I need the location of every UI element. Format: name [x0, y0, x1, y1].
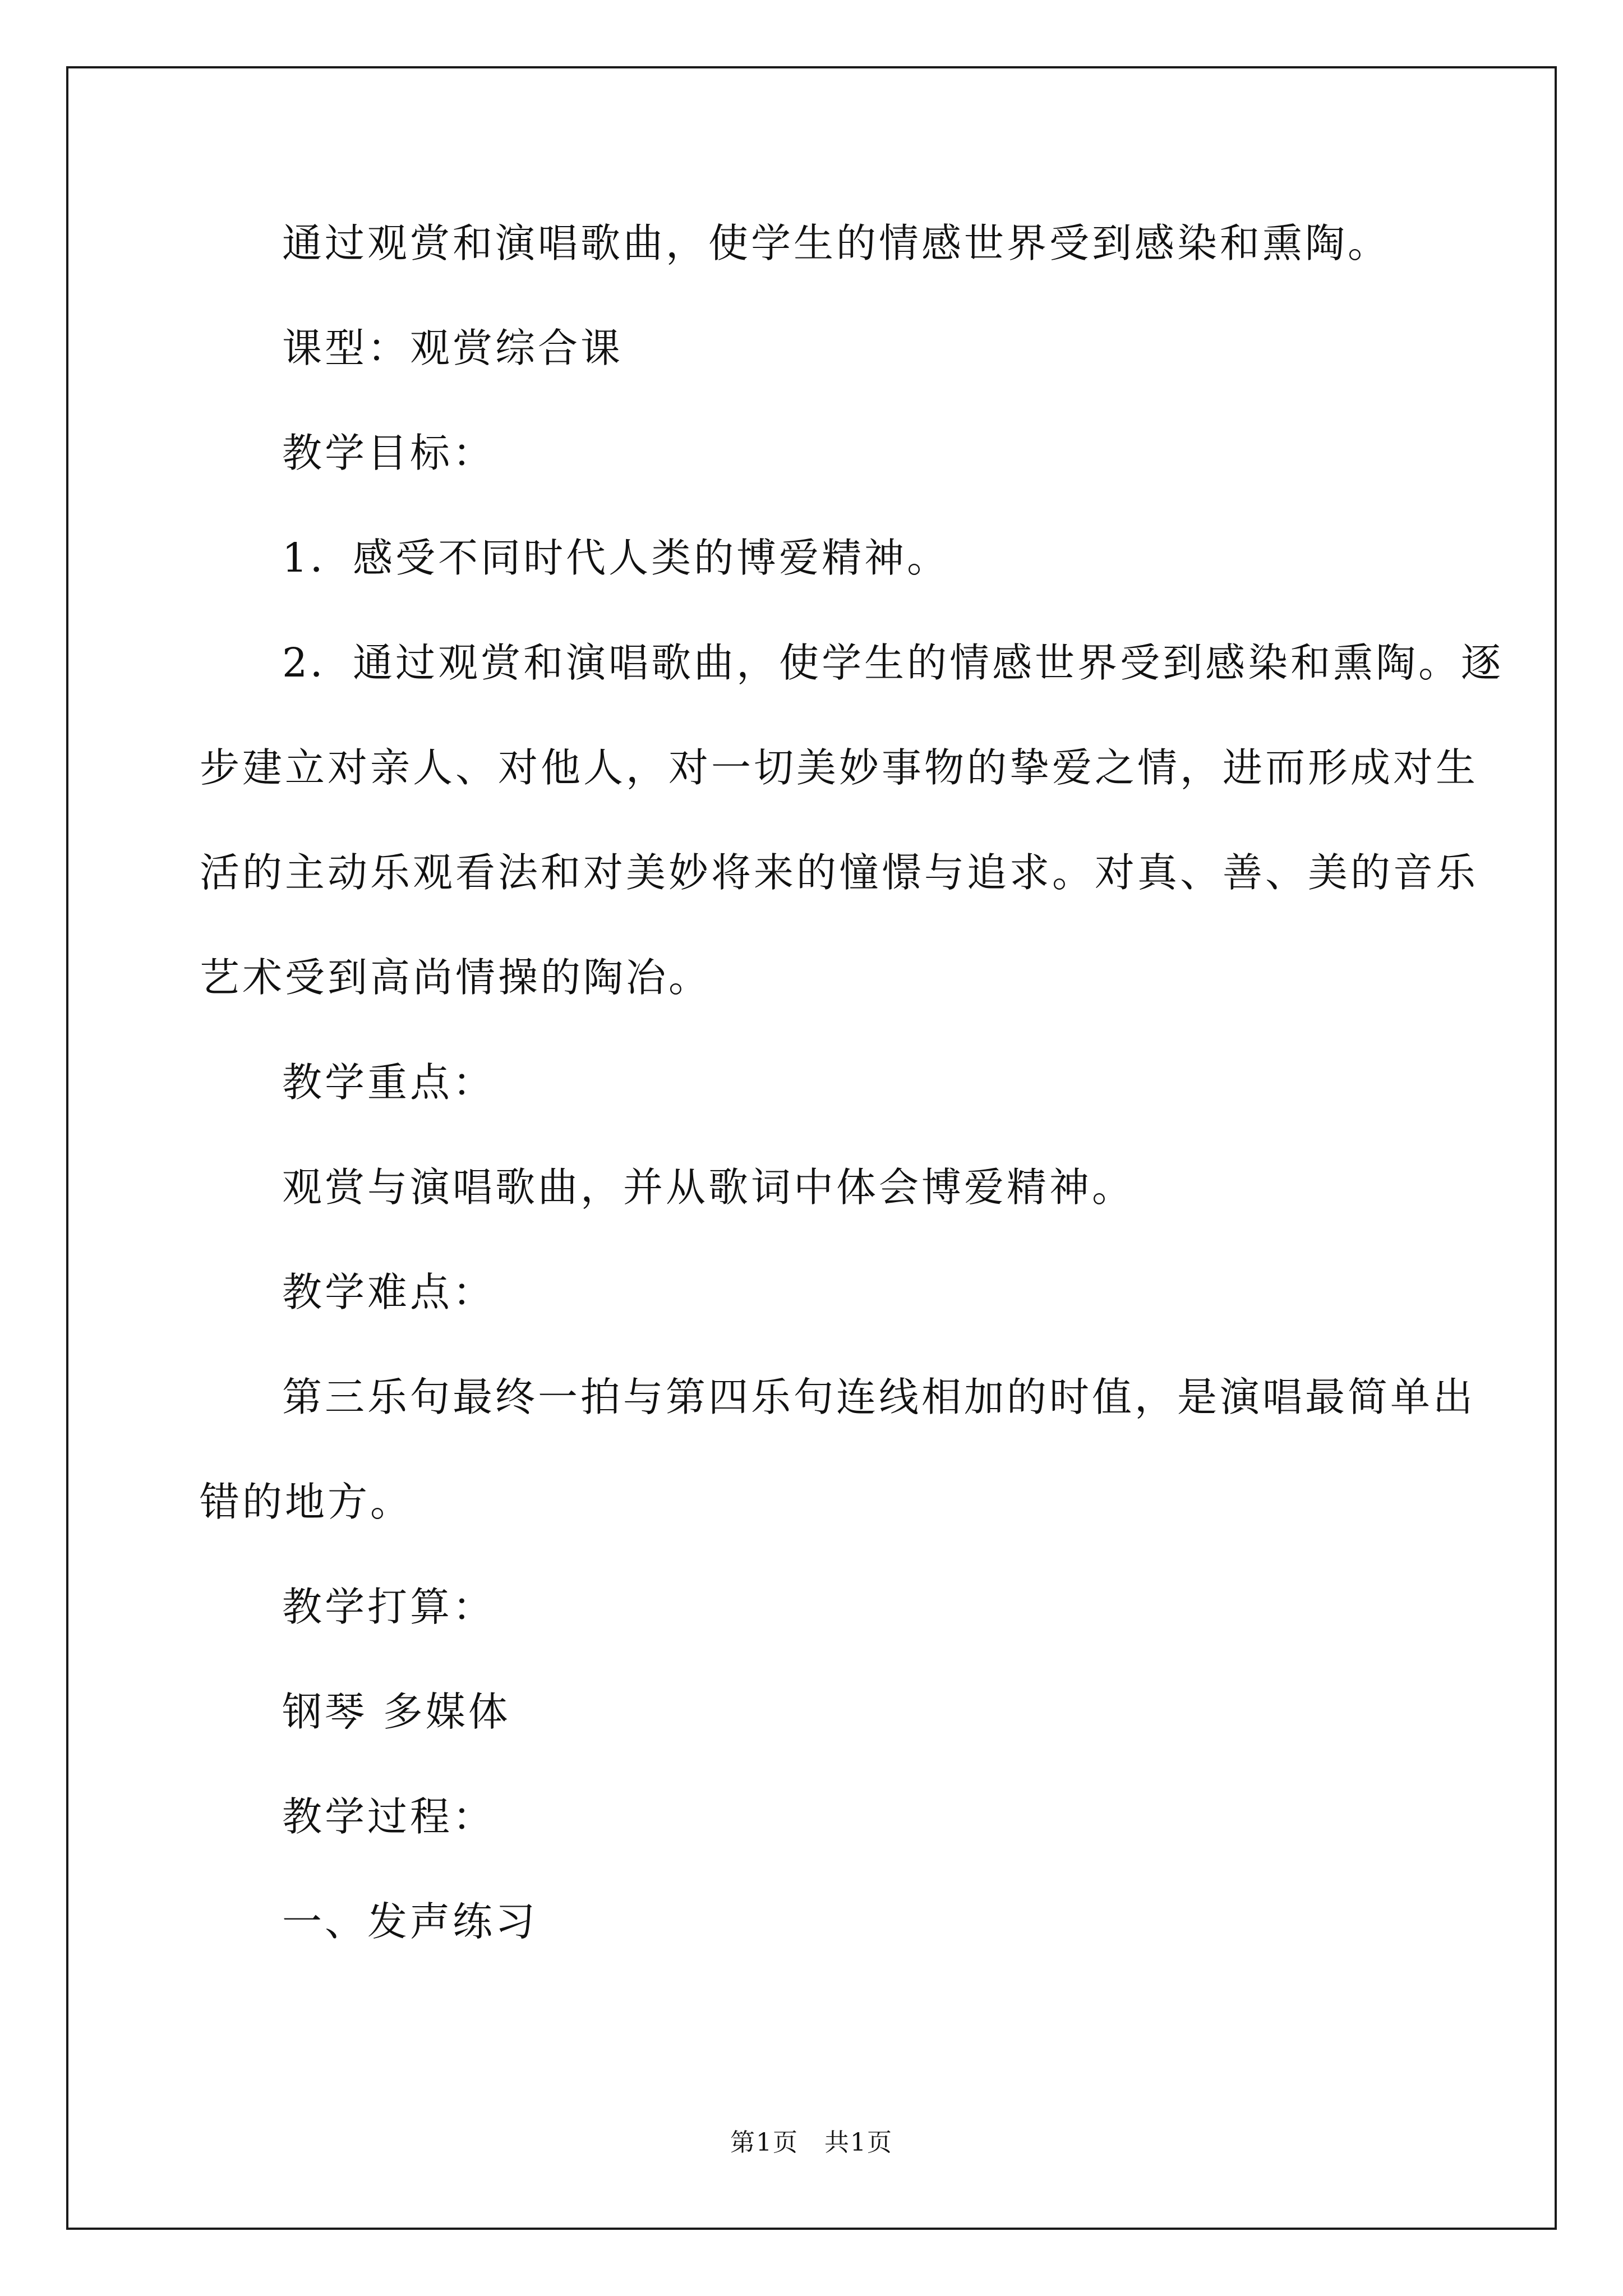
- heading-teaching-goals: 教学目标：: [282, 430, 496, 476]
- heading-teaching-process: 教学过程：: [282, 1793, 496, 1840]
- paragraph-teaching-difficulty: 第三乐句最终一拍与第四乐句连线相加的时值，是演唱最简单出 错的地方。: [200, 1374, 1476, 1525]
- process-step-1: 一、发声练习: [282, 1898, 538, 1945]
- goal-item-1: 1．感受不同时代人类的博爱精神。: [282, 535, 950, 581]
- page-number-footer: 第1页 共1页: [730, 2128, 893, 2157]
- heading-teaching-preparation: 教学打算：: [282, 1584, 496, 1630]
- heading-teaching-difficulty: 教学难点：: [282, 1269, 496, 1315]
- heading-teaching-focus: 教学重点：: [282, 1059, 496, 1106]
- paragraph-teaching-preparation: 钢琴 多媒体: [282, 1688, 511, 1735]
- paragraph-teaching-focus: 观赏与演唱歌曲，并从歌词中体会博爱精神。: [282, 1164, 1135, 1211]
- goal-item-2: 2．通过观赏和演唱歌曲，使学生的情感世界受到感染和熏陶。逐 步建立对亲人、对他人，对一切美妙事物的挚爱之情，进而形成对生 活的主动乐观看法和对美妙将来的憧憬与追求。对真、善、美的音乐 艺术受到高尚情操的陶冶。: [200, 639, 1504, 1001]
- paragraph-intro: 通过观赏和演唱歌曲，使学生的情感世界受到感染和熏陶。: [282, 220, 1391, 266]
- paragraph-lesson-type: 课型：观赏综合课: [282, 325, 624, 371]
